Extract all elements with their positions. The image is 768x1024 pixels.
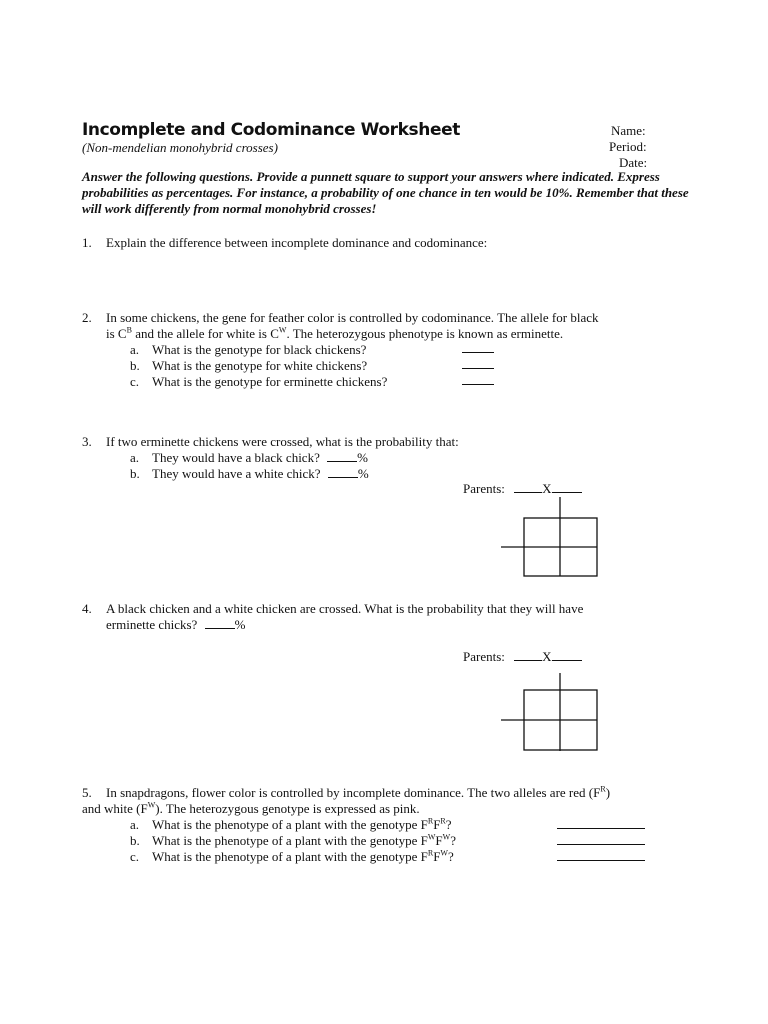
period-label: Period: bbox=[609, 139, 647, 154]
parents-row-3 bbox=[463, 481, 582, 497]
question-number: 3. bbox=[82, 434, 92, 449]
question-2b: b. What is the genotype for white chickens? bbox=[130, 358, 368, 373]
question-text-line-2: erminette chicks? bbox=[106, 617, 198, 632]
worksheet-subtitle: (Non-mendelian monohybrid crosses) bbox=[82, 140, 278, 155]
question-2 bbox=[82, 310, 722, 342]
answer-blank-2a[interactable] bbox=[462, 352, 494, 353]
answer-blank-4[interactable] bbox=[205, 617, 235, 629]
question-3a: a. They would have a black chick? % bbox=[130, 450, 368, 465]
question-5a: a. What is the phenotype of a plant with the genotype $F^RF^R$? bbox=[130, 816, 452, 832]
parents-label: Parents: bbox=[463, 481, 505, 496]
date-label: Date: bbox=[619, 155, 648, 170]
answer-blank-3b[interactable] bbox=[328, 466, 358, 478]
question-3b: b. They would have a white chick? % bbox=[130, 466, 369, 481]
question-text: Explain the difference between incomplete dominance and codominance: bbox=[106, 235, 488, 250]
answer-blank-2b[interactable] bbox=[462, 368, 494, 369]
cross-symbol: X bbox=[542, 481, 552, 496]
question-2c: c. What is the genotype for erminette chickens? bbox=[130, 374, 388, 389]
question-text-line-2: and white $(F^W)$. The heterozygous genotype is expressed as pink. bbox=[82, 800, 420, 816]
question-number: 1. bbox=[82, 235, 92, 250]
question-5c: c. What is the phenotype of a plant with the genotype $F^RF^W$? bbox=[130, 848, 454, 864]
parent-2-blank[interactable] bbox=[552, 481, 582, 493]
question-text-line-1: A black chicken and a white chicken are crossed. What is the probability that they will have bbox=[106, 601, 584, 616]
question-number: 5. bbox=[82, 785, 92, 800]
instructions: Answer the following questions. Provide a punnett square to support your answers where indicated. Express probabilities as percentages. For instance, a probability of one chance in ten would be 10%. Remember that these will work differently from normal monohybrid crosses! bbox=[82, 169, 689, 216]
parents-row-4 bbox=[463, 649, 582, 665]
question-text-line-1: In some chickens, the gene for feather color is controlled by codominance. The allele for black bbox=[106, 310, 599, 325]
question-5b: b. What is the phenotype of a plant with the genotype $F^WF^W$? bbox=[130, 832, 456, 848]
punnett-square-4[interactable] bbox=[500, 672, 600, 754]
parent-1-blank[interactable] bbox=[514, 481, 542, 493]
cross-symbol: X bbox=[542, 649, 552, 664]
question-text-line-2: is $C^B$ and the allele for white is $C^W$. The heterozygous phenotype is known as erminette. bbox=[106, 325, 564, 341]
question-4: 4. A black chicken and a white chicken are crossed. What is the probability that they will have erminette chicks? % bbox=[82, 601, 584, 632]
question-3 bbox=[82, 434, 459, 450]
worksheet-title: Incomplete and Codominance Worksheet bbox=[82, 120, 460, 140]
punnett-square-3[interactable] bbox=[500, 496, 600, 578]
question-text: If two erminette chickens were crossed, what is the probability that: bbox=[106, 434, 459, 449]
question-number: 4. bbox=[82, 601, 92, 616]
question-number: 2. bbox=[82, 310, 92, 325]
answer-blank-2c[interactable] bbox=[462, 384, 494, 385]
answer-blank-3a[interactable] bbox=[327, 450, 357, 462]
parent-2-blank[interactable] bbox=[552, 649, 582, 661]
question-2a: a. What is the genotype for black chickens? bbox=[130, 342, 367, 357]
answer-blank-5b[interactable] bbox=[557, 844, 645, 845]
parent-1-blank[interactable] bbox=[514, 649, 542, 661]
name-label: Name: bbox=[611, 123, 646, 138]
question-1 bbox=[82, 235, 487, 251]
answer-blank-5c[interactable] bbox=[557, 860, 645, 861]
answer-blank-5a[interactable] bbox=[557, 828, 645, 829]
question-5: 5. In snapdragons, flower color is controlled by incomplete dominance. The two alleles are red $(F^R)$ and white $(F^W)$. The heterozygous genotype is expressed as pink. bbox=[82, 785, 732, 817]
parents-label: Parents: bbox=[463, 649, 505, 664]
